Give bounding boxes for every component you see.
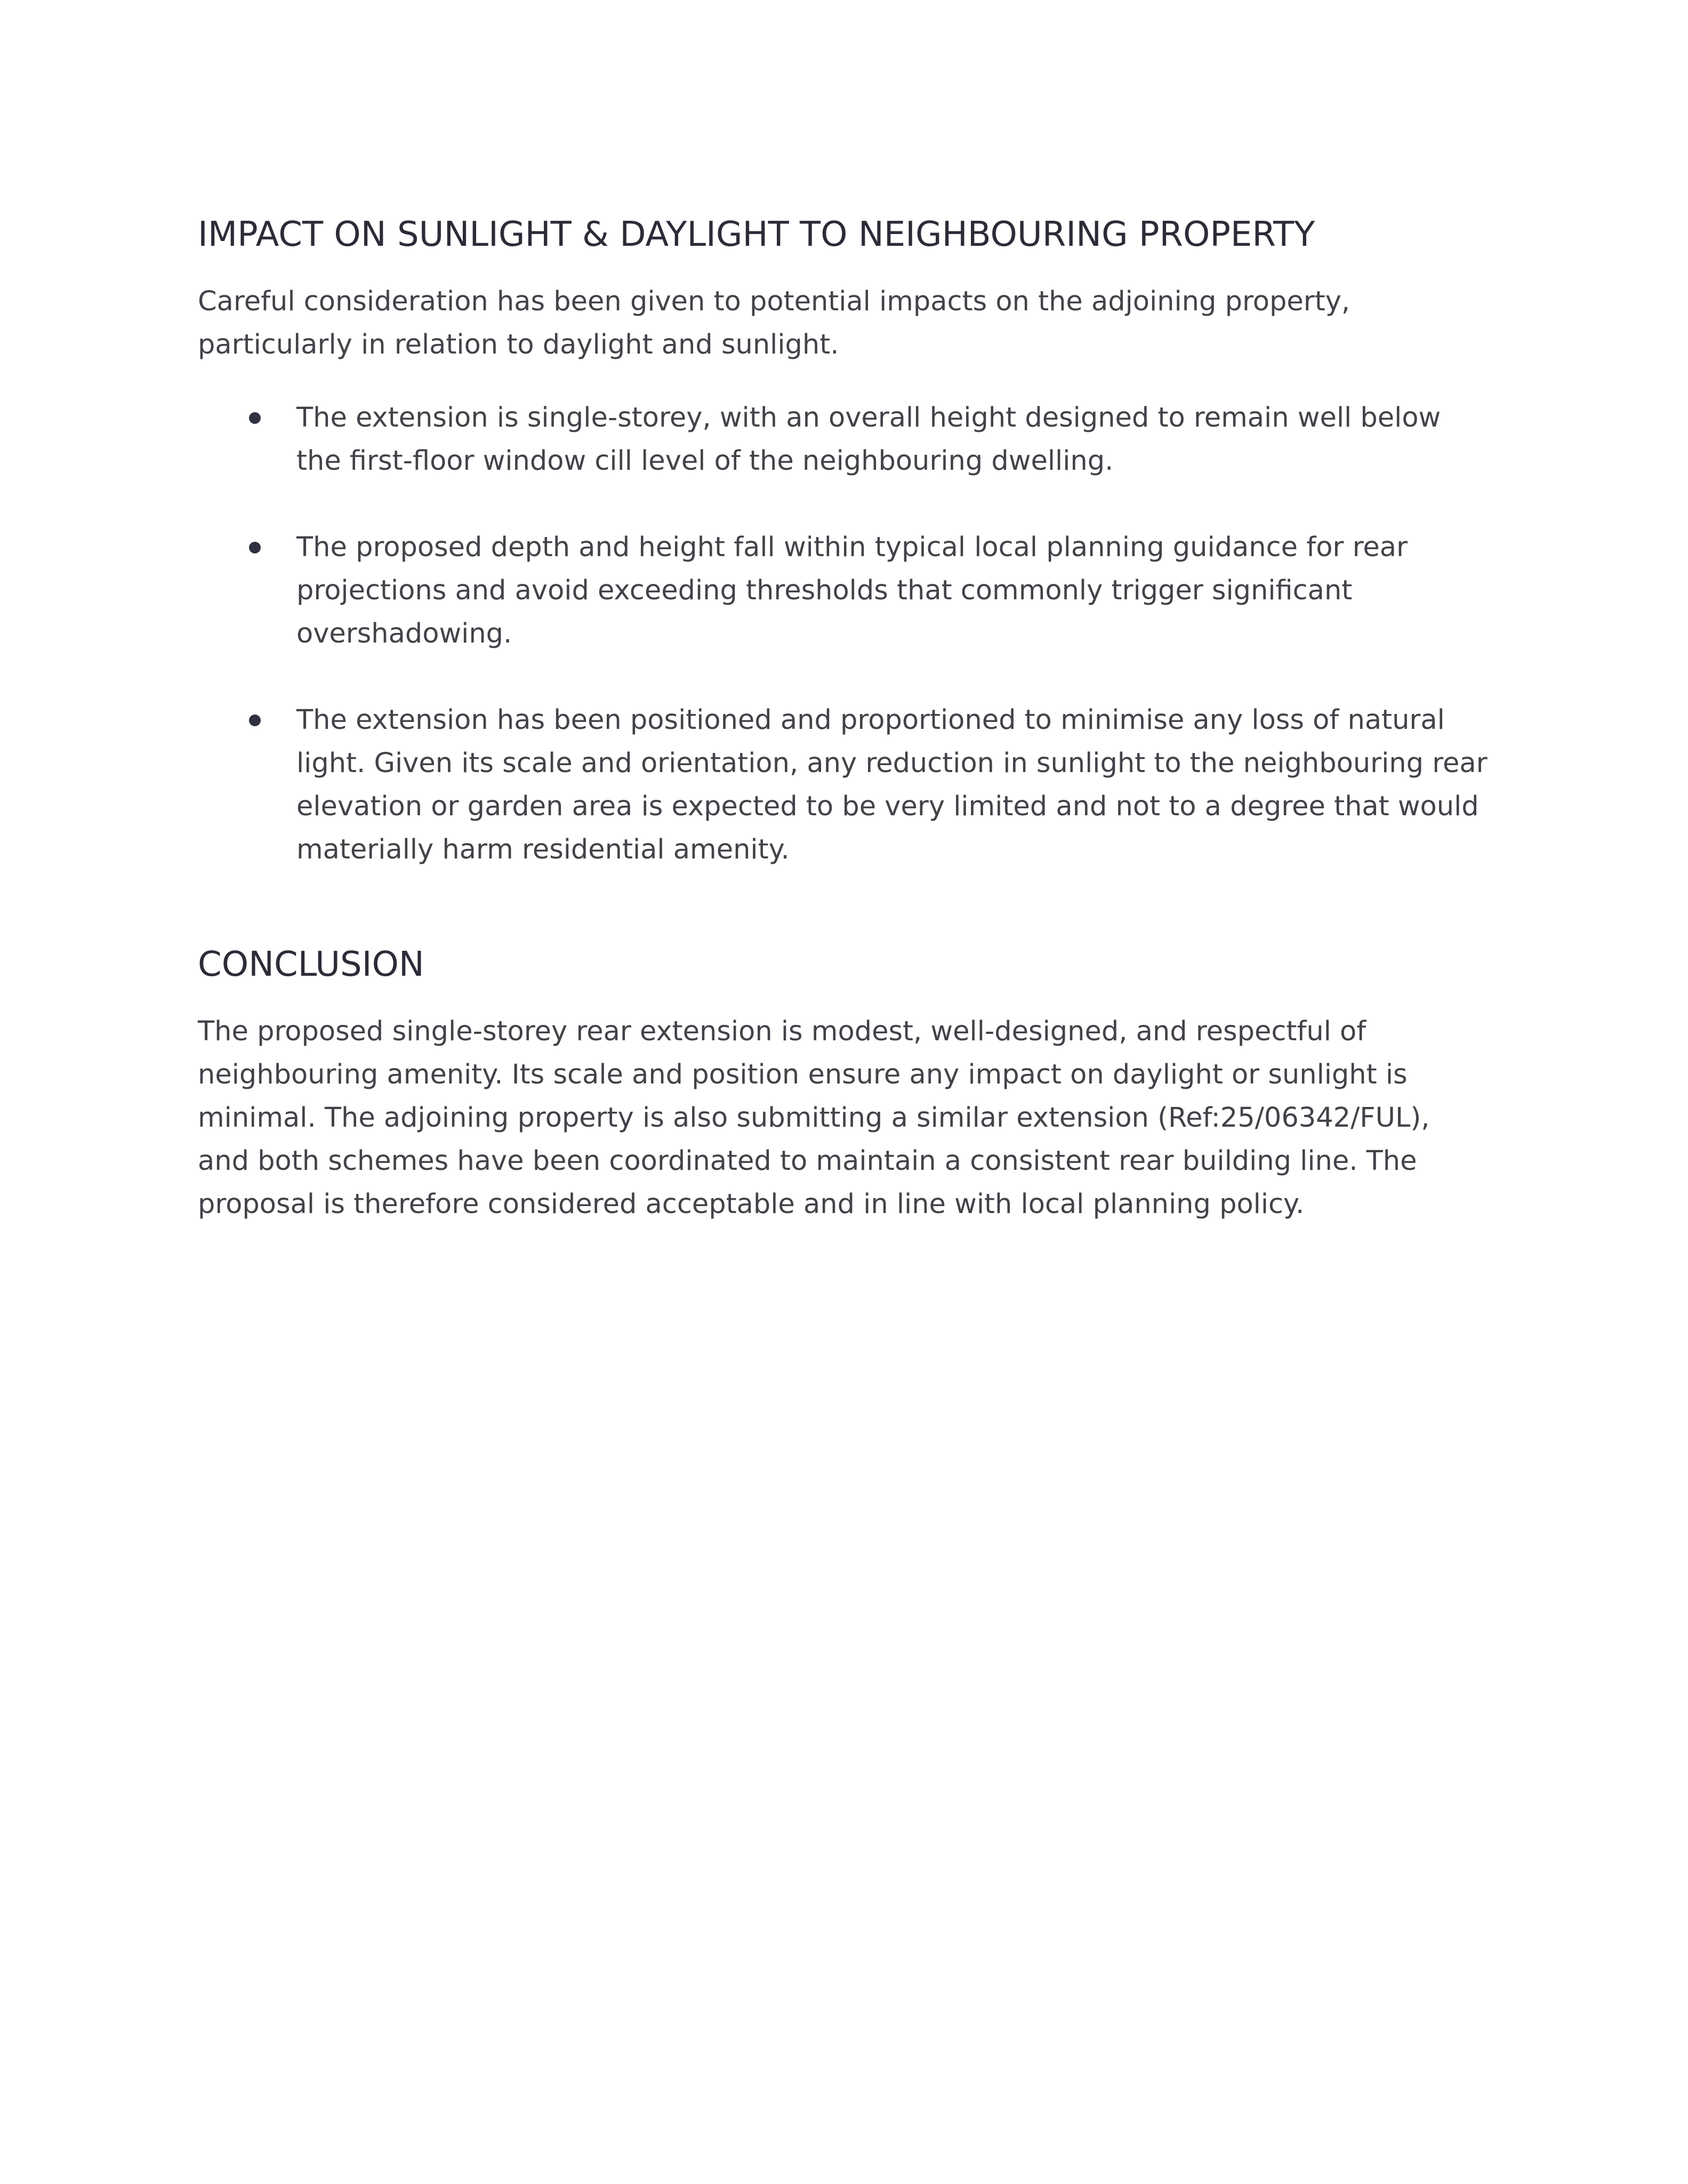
bullet-text: The extension is single-storey, with an overall height designed to remain well below the first-floor window cill level of the neighbouring dwelling. — [296, 402, 1441, 477]
impact-bullet-list — [198, 396, 1488, 871]
list-item — [198, 526, 1488, 655]
section-heading-conclusion: CONCLUSION — [198, 945, 424, 984]
bullet-icon — [249, 714, 261, 726]
intro-paragraph: Careful consideration has been given to potential impacts on the adjoining property, particularly in relation to daylight and sunlight. — [198, 286, 1351, 360]
bullet-icon — [249, 542, 261, 553]
list-item — [198, 698, 1488, 871]
conclusion-paragraph: The proposed single-storey rear extension is modest, well-designed, and respectful of neighbouring amenity. Its scale and position ensure any impact on daylight or sunlight is minimal. The adjoining property is also submitting a similar extension (Ref:25/06342/FUL), and both schemes have been coordinated to maintain a consistent rear building line. The proposal is therefore considered acceptable and in line with local planning policy. — [198, 1016, 1430, 1220]
list-item — [198, 396, 1488, 483]
bullet-icon — [249, 412, 261, 424]
bullet-text: The extension has been positioned and proportioned to minimise any loss of natural light. Given its scale and orientation, any reduction in sunlight to the neighbouring rear elevation or garden area is expected to be very limited and not to a degree that would materially harm residential amenity. — [296, 704, 1488, 865]
bullet-text: The proposed depth and height fall within typical local planning guidance for rear projections and avoid exceeding thresholds that commonly trigger significant overshadowing. — [296, 532, 1408, 649]
document-page — [198, 211, 1488, 1226]
section-heading-sunlight-daylight: IMPACT ON SUNLIGHT & DAYLIGHT TO NEIGHBOURING PROPERTY — [198, 215, 1315, 254]
